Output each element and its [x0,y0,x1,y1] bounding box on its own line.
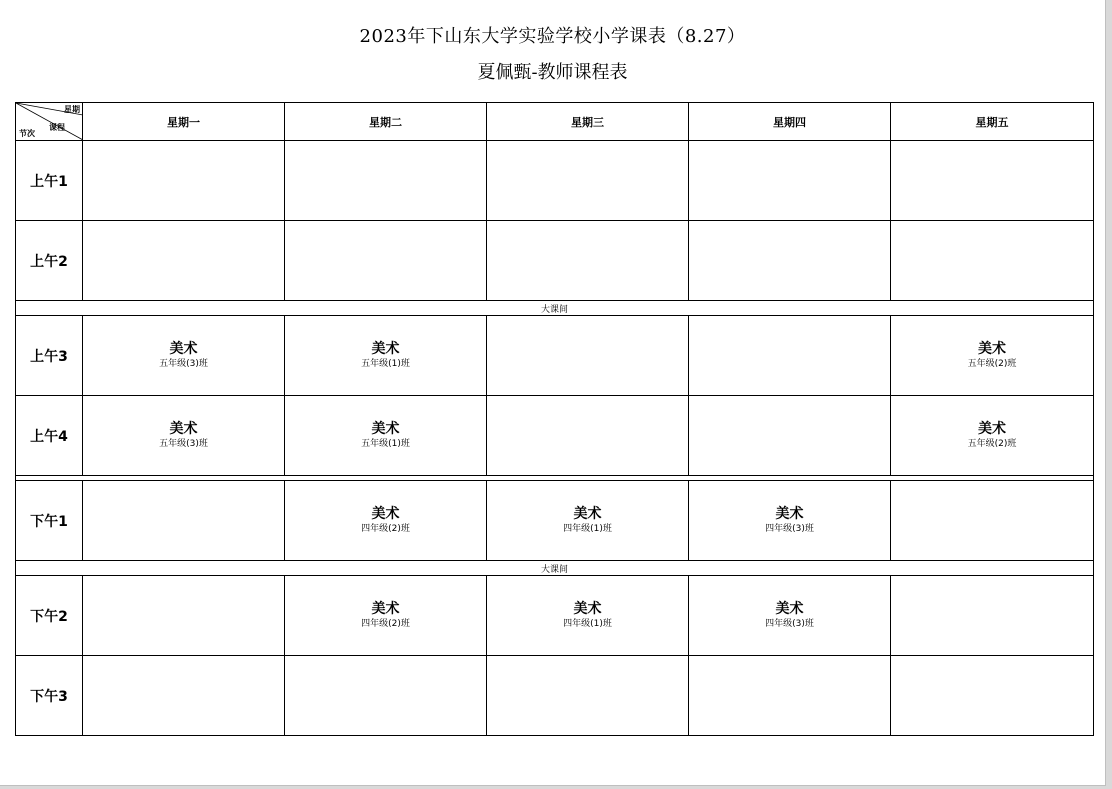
lesson-class: 四年级(2)班 [361,619,410,629]
lesson-cell [285,481,487,561]
lesson-class: 五年级(3)班 [159,439,208,449]
lesson-cell [891,481,1094,561]
lesson-subject: 美术 [775,506,804,522]
lesson-subject: 美术 [371,421,400,437]
lesson-cell [891,221,1094,301]
corner-subject-label: 课程 [49,123,65,132]
period-label: 上午3 [16,316,83,396]
lesson-subject: 美术 [371,601,400,617]
lesson-cell [487,221,689,301]
lesson-subject: 美术 [371,506,400,522]
day-header: 星期三 [487,103,689,141]
lesson-cell [285,316,487,396]
lesson-cell [83,576,285,656]
period-row [16,576,1094,656]
lesson-cell [83,481,285,561]
corner-header [16,103,83,141]
lesson-cell [487,576,689,656]
corner-period-label: 节次 [19,129,35,138]
lesson-class: 五年级(1)班 [361,359,410,369]
corner-day-label: 星期 [64,105,80,114]
lesson-cell [689,656,891,736]
lesson-subject: 美术 [169,341,198,357]
lesson-cell [689,576,891,656]
lesson-cell [487,481,689,561]
period-row [16,656,1094,736]
lesson-cell [891,656,1094,736]
lesson-cell [689,141,891,221]
day-header: 星期一 [83,103,285,141]
day-header: 星期四 [689,103,891,141]
lesson-cell [285,656,487,736]
lesson-subject: 美术 [573,506,602,522]
lesson-subject: 美术 [978,341,1006,357]
lesson-class: 四年级(1)班 [563,619,612,629]
lesson-cell [83,656,285,736]
period-row [16,481,1094,561]
break-label: 大课间 [16,561,1094,576]
lesson-cell [891,396,1094,476]
page-subtitle: 夏佩甄-教师课程表 [477,62,628,83]
lesson-cell [285,576,487,656]
lesson-cell [487,656,689,736]
lesson-cell [891,141,1094,221]
lesson-subject: 美术 [169,421,198,437]
period-label: 上午4 [16,396,83,476]
lesson-cell [83,316,285,396]
period-row [16,141,1094,221]
header-row [16,103,1094,141]
lesson-class: 四年级(1)班 [563,524,612,534]
lesson-cell [83,396,285,476]
day-header: 星期五 [891,103,1094,141]
period-row [16,396,1094,476]
lesson-cell [83,221,285,301]
lesson-subject: 美术 [775,601,804,617]
lesson-class: 四年级(2)班 [361,524,410,534]
page-title: 2023年下山东大学实验学校小学课表（8.27） [359,26,746,47]
period-label: 下午3 [16,656,83,736]
day-header: 星期二 [285,103,487,141]
lesson-class: 四年级(3)班 [765,619,814,629]
lesson-class: 四年级(3)班 [765,524,814,534]
lesson-class: 五年级(2)班 [967,359,1017,369]
lesson-cell [891,576,1094,656]
lesson-cell [689,481,891,561]
lesson-cell [487,396,689,476]
lesson-cell [487,316,689,396]
period-label: 下午2 [16,576,83,656]
lesson-cell [689,221,891,301]
break-row [16,301,1094,316]
lesson-cell [689,316,891,396]
lesson-cell [285,221,487,301]
lesson-subject: 美术 [371,341,400,357]
period-row [16,316,1094,396]
break-row [16,561,1094,576]
lesson-cell [891,316,1094,396]
break-label: 大课间 [16,301,1094,316]
timetable-body [16,141,1094,736]
lesson-class: 五年级(3)班 [159,359,208,369]
lesson-subject: 美术 [573,601,602,617]
lesson-cell [285,396,487,476]
lesson-cell [83,141,285,221]
lesson-subject: 美术 [978,421,1006,437]
lesson-cell [487,141,689,221]
period-label: 上午2 [16,221,83,301]
period-row [16,221,1094,301]
period-label: 下午1 [16,481,83,561]
lesson-cell [689,396,891,476]
timetable [15,102,1094,736]
period-label: 上午1 [16,141,83,221]
lesson-cell [285,141,487,221]
lesson-class: 五年级(1)班 [361,439,410,449]
lesson-class: 五年级(2)班 [967,439,1017,449]
